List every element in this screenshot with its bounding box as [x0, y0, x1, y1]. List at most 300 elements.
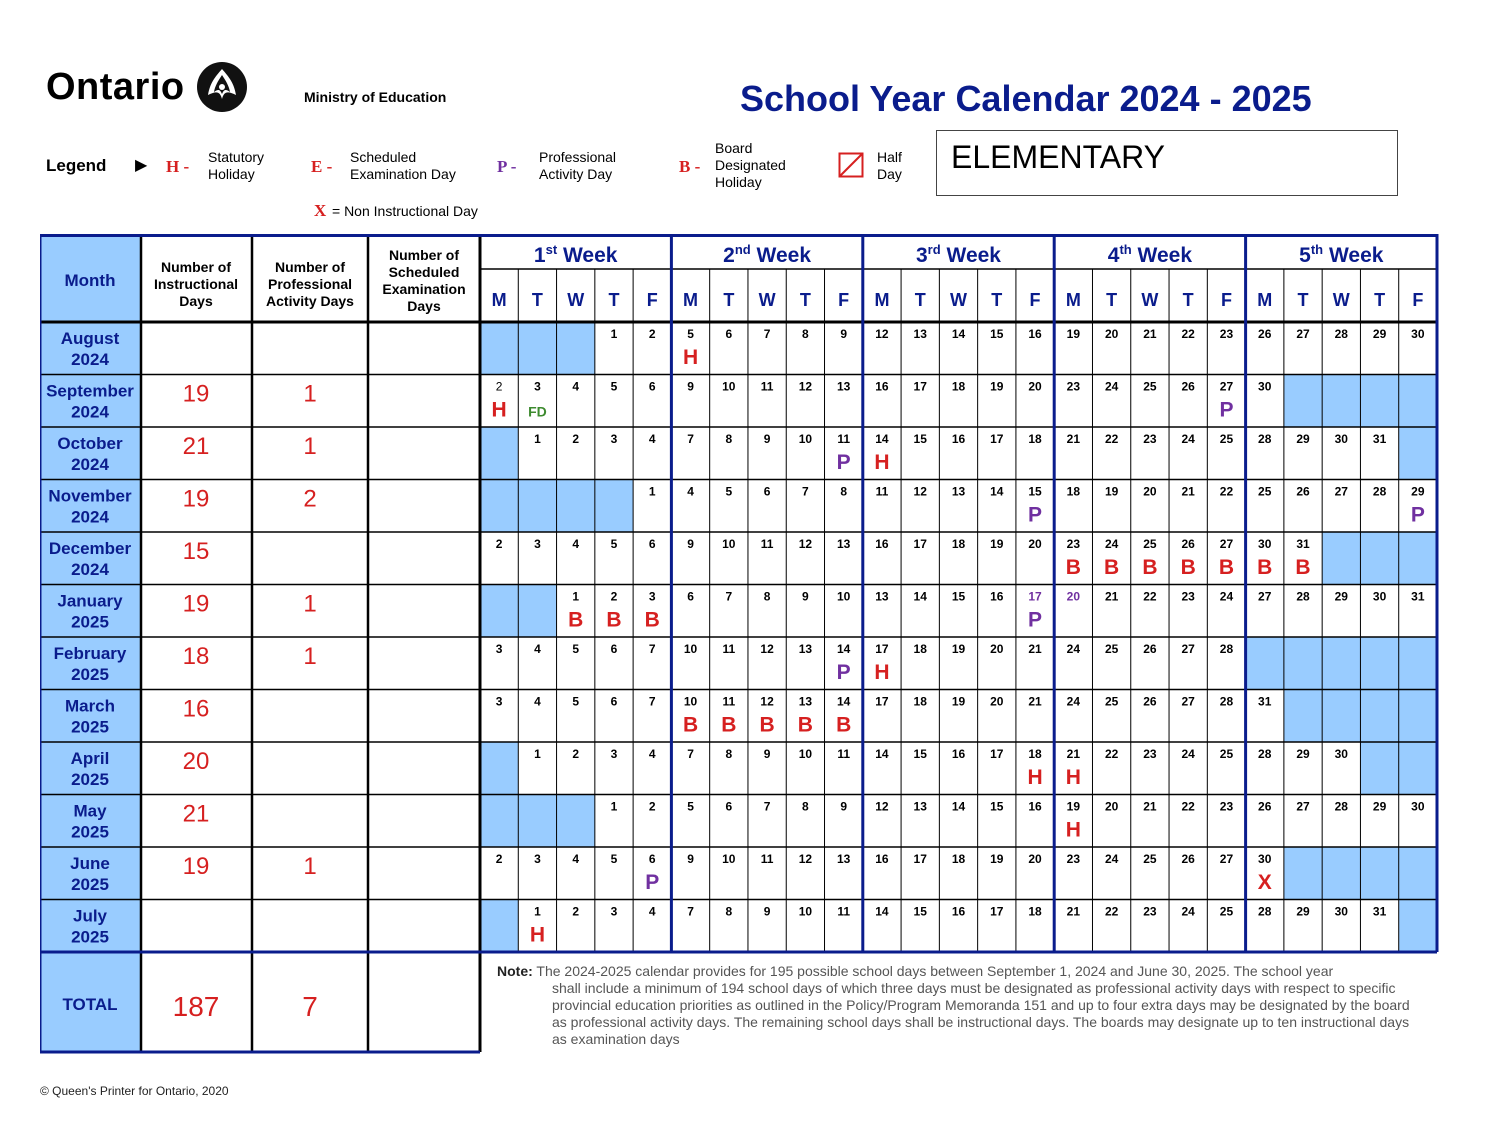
day-number: 22 [1219, 484, 1234, 499]
professional-days-header: Activity Days [266, 293, 354, 309]
day-number: 1 [610, 799, 618, 814]
month-year: 2025 [71, 875, 109, 894]
professional-days-value: 1 [303, 590, 317, 618]
day-number: 27 [1181, 694, 1195, 709]
blank-day-cell [1360, 742, 1398, 795]
day-number: 6 [610, 642, 618, 656]
day-number: 27 [1219, 852, 1234, 866]
blank-day-cell [480, 480, 518, 533]
exam-days-header: Days [407, 298, 441, 314]
day-number: 13 [836, 537, 851, 551]
day-number: 28 [1334, 327, 1348, 341]
day-mark-b: B [1065, 556, 1081, 579]
day-mark-b: B [797, 713, 813, 737]
day-number: 3 [534, 852, 541, 866]
day-number: 18 [951, 852, 966, 866]
day-letter: F [646, 290, 658, 310]
ministry-label: Ministry of Education [304, 89, 447, 105]
day-number: 18 [951, 379, 966, 394]
blank-day-cell [1322, 847, 1360, 900]
day-number: 21 [1143, 327, 1157, 341]
day-number: 19 [990, 537, 1004, 551]
day-mark-b: B [682, 713, 699, 737]
day-number: 8 [840, 484, 848, 499]
day-number: 16 [875, 379, 889, 394]
blank-day-cell [480, 322, 518, 375]
blank-day-cell [1399, 637, 1437, 690]
day-number: 5 [610, 537, 618, 551]
day-number: 7 [802, 484, 809, 499]
instructional-days-value: 21 [182, 433, 210, 460]
day-number: 6 [687, 589, 694, 604]
day-number: 25 [1219, 432, 1234, 446]
day-number: 20 [1143, 484, 1157, 499]
day-number: 12 [798, 852, 813, 866]
instructional-days-value: 20 [182, 748, 210, 775]
blank-day-cell [1360, 637, 1398, 690]
day-number: 21 [1104, 589, 1119, 604]
day-number: 3 [495, 694, 503, 709]
day-number: 17 [875, 642, 889, 656]
day-number: 12 [798, 537, 813, 551]
day-number: 31 [1296, 537, 1310, 551]
day-mark-fd: FD [528, 403, 547, 420]
month-year: 2025 [71, 822, 109, 842]
day-number: 17 [913, 537, 927, 551]
day-number: 5 [572, 642, 580, 656]
day-number: 6 [648, 379, 656, 394]
day-letter: T [1374, 290, 1386, 310]
day-mark-b: B [1180, 556, 1196, 579]
day-number: 31 [1372, 904, 1387, 919]
day-number: 14 [875, 747, 889, 761]
total-label: TOTAL [62, 995, 118, 1014]
month-name: March [64, 696, 116, 716]
day-number: 27 [1181, 642, 1195, 656]
legend-half-text: Half Day [877, 149, 902, 182]
month-name: January [57, 591, 123, 611]
day-number: 30 [1334, 747, 1348, 761]
copyright: © Queen's Printer for Ontario, 2020 [40, 1084, 229, 1098]
day-number: 8 [725, 747, 733, 761]
day-number: 30 [1334, 432, 1348, 446]
day-number: 9 [763, 432, 771, 446]
day-number: 20 [1028, 379, 1042, 394]
day-number: 6 [648, 852, 656, 866]
note-text-first: The 2024-2025 calendar provides for 195 possible school days between September 1, 2024 and June 30, 2025. The school year [536, 963, 1334, 979]
day-mark-b: B [1257, 556, 1273, 579]
week-header-4: 4th Week [1107, 242, 1193, 267]
day-mark-p: P [1028, 503, 1043, 527]
day-number: 24 [1181, 747, 1195, 761]
day-number: 2 [495, 537, 503, 551]
day-number: 24 [1219, 589, 1234, 604]
day-number: 27 [1219, 537, 1234, 551]
day-number: 15 [1028, 484, 1042, 499]
day-number: 9 [802, 589, 809, 604]
day-number: 23 [1143, 747, 1157, 761]
day-number: 4 [534, 642, 541, 656]
day-number: 17 [990, 432, 1004, 446]
professional-days-value: 1 [303, 380, 317, 408]
day-letter: F [1412, 290, 1424, 310]
day-number: 23 [1066, 852, 1081, 866]
day-number: 31 [1372, 432, 1387, 446]
day-number: 4 [572, 379, 580, 394]
day-mark-p: P [1028, 608, 1043, 632]
day-number: 8 [763, 589, 771, 604]
day-number: 6 [648, 537, 656, 551]
day-letter: M [1257, 290, 1273, 310]
day-number: 12 [760, 642, 774, 656]
page-title: School Year Calendar 2024 - 2025 [740, 78, 1312, 119]
instructional-days-value: 15 [182, 538, 210, 565]
day-number: 27 [1296, 799, 1310, 814]
day-number: 30 [1411, 799, 1425, 814]
day-letter: W [1332, 290, 1350, 310]
blank-day-cell [1399, 847, 1437, 900]
day-number: 16 [875, 537, 889, 551]
day-number: 28 [1258, 747, 1272, 761]
day-number: 20 [1066, 589, 1081, 604]
day-number: 17 [990, 747, 1004, 761]
day-number: 11 [722, 694, 736, 709]
month-year: 2024 [71, 455, 109, 474]
blank-day-cell [480, 795, 518, 848]
day-number: 16 [951, 432, 966, 446]
day-number: 21 [1143, 799, 1157, 814]
day-number: 6 [763, 484, 771, 499]
blank-day-cell [1246, 637, 1284, 690]
legend-p-text: Professional Activity Day [539, 149, 617, 182]
day-number: 19 [990, 852, 1004, 866]
day-number: 13 [913, 799, 927, 814]
day-number: 7 [763, 799, 771, 814]
day-number: 28 [1258, 904, 1272, 919]
day-number: 17 [913, 379, 927, 394]
day-number: 7 [725, 589, 733, 604]
day-number: 23 [1143, 904, 1157, 919]
legend-code-h: H - [166, 157, 190, 176]
day-number: 26 [1181, 537, 1195, 551]
day-mark-x: X [1257, 871, 1272, 894]
day-number: 2 [572, 432, 580, 446]
day-number: 26 [1143, 694, 1157, 709]
day-number: 16 [951, 747, 966, 761]
day-letter: M [1065, 290, 1081, 310]
day-number: 1 [534, 747, 541, 761]
day-number: 3 [495, 642, 503, 656]
month-year: 2025 [71, 665, 109, 684]
school-level-box: ELEMENTARY [936, 130, 1398, 196]
legend-code-p: P - [497, 157, 517, 176]
day-number: 2 [648, 799, 656, 814]
day-number: 15 [990, 799, 1004, 814]
day-number: 4 [572, 537, 580, 551]
blank-day-cell [480, 585, 518, 638]
day-number: 22 [1181, 799, 1195, 814]
day-number: 5 [687, 799, 694, 814]
day-mark-h: H [1065, 766, 1081, 789]
day-letter: T [914, 290, 926, 310]
blank-day-cell [1284, 847, 1322, 900]
day-number: 11 [722, 642, 736, 656]
day-number: 27 [1334, 484, 1348, 499]
day-number: 31 [1258, 694, 1272, 709]
day-number: 5 [687, 327, 694, 341]
day-number: 23 [1219, 327, 1234, 341]
day-number: 8 [802, 799, 809, 814]
day-number: 1 [534, 432, 541, 446]
instructional-days-value: 19 [182, 853, 210, 880]
blank-day-cell [480, 900, 518, 953]
legend-b-text: Board Designated Holiday [715, 140, 786, 190]
blank-day-cell [518, 795, 556, 848]
blank-day-cell [1360, 532, 1398, 585]
day-number: 3 [610, 432, 618, 446]
day-number: 18 [951, 537, 966, 551]
day-number: 14 [951, 327, 966, 341]
day-number: 26 [1181, 852, 1195, 866]
day-mark-b: B [1142, 556, 1158, 579]
month-year: 2024 [71, 560, 109, 579]
day-number: 1 [572, 589, 580, 604]
month-name: November [48, 486, 132, 506]
day-number: 21 [1066, 432, 1081, 446]
day-mark-b: B [1218, 556, 1235, 579]
week-header-5: 5th Week [1299, 242, 1384, 267]
month-year: 2025 [71, 927, 109, 947]
professional-days-header: Number of [275, 259, 345, 275]
day-number: 19 [1066, 799, 1081, 814]
day-number: 9 [840, 799, 848, 814]
day-number: 7 [687, 432, 694, 446]
day-number: 18 [1066, 484, 1081, 499]
month-year: 2024 [71, 350, 109, 369]
day-number: 29 [1296, 747, 1310, 761]
day-number: 8 [725, 432, 733, 446]
day-mark-h: H [491, 398, 507, 422]
day-number: 15 [951, 589, 966, 604]
day-number: 14 [875, 904, 889, 919]
day-mark-b: B [836, 713, 852, 737]
day-number: 14 [990, 484, 1004, 499]
blank-day-cell [480, 742, 518, 795]
day-number: 12 [798, 379, 813, 394]
professional-days-value: 1 [303, 853, 317, 880]
day-number: 31 [1411, 589, 1425, 604]
day-number: 3 [610, 904, 618, 919]
day-number: 2 [610, 589, 618, 604]
day-number: 9 [840, 327, 848, 341]
day-number: 13 [836, 852, 851, 866]
day-number: 19 [990, 379, 1004, 394]
instructional-days-header: Number of [161, 259, 231, 275]
day-number: 30 [1372, 589, 1387, 604]
day-letter: T [1106, 290, 1118, 310]
day-number: 24 [1066, 642, 1081, 656]
blank-day-cell [1399, 690, 1437, 743]
day-number: 13 [798, 694, 813, 709]
day-number: 20 [990, 694, 1004, 709]
day-number: 10 [798, 747, 813, 761]
instructional-days-value: 16 [182, 695, 210, 723]
blank-day-cell [1322, 375, 1360, 428]
day-number: 25 [1219, 747, 1234, 761]
legend-h-text: Statutory Holiday [208, 149, 265, 182]
day-number: 23 [1066, 537, 1081, 551]
blank-day-cell [1360, 690, 1398, 743]
blank-day-cell [557, 322, 595, 375]
day-number: 23 [1219, 799, 1234, 814]
month-header: Month [64, 271, 116, 290]
day-mark-b: B [1295, 556, 1311, 579]
day-number: 4 [648, 904, 656, 919]
day-number: 8 [725, 904, 733, 919]
instructional-days-value: 19 [182, 485, 210, 513]
day-number: 16 [990, 589, 1004, 604]
day-letter: T [991, 290, 1003, 310]
month-name: May [73, 801, 107, 821]
instructional-days-header: Days [179, 293, 213, 309]
month-name: December [48, 539, 132, 558]
total-instructional: 187 [172, 991, 220, 1022]
day-number: 22 [1143, 589, 1157, 604]
day-number: 13 [798, 642, 813, 656]
day-letter: M [683, 290, 699, 310]
day-number: 19 [951, 642, 966, 656]
day-mark-b: B [721, 713, 737, 737]
day-number: 10 [683, 642, 698, 656]
day-number: 16 [875, 852, 889, 866]
blank-day-cell [1399, 375, 1437, 428]
day-number: 30 [1258, 379, 1272, 394]
day-mark-b: B [759, 713, 775, 737]
note-block [497, 963, 1412, 1048]
day-number: 25 [1143, 537, 1157, 551]
day-number: 17 [913, 852, 927, 866]
day-mark-p: P [836, 451, 851, 474]
day-number: 10 [836, 589, 851, 604]
month-year: 2025 [71, 770, 109, 789]
day-number: 4 [534, 694, 541, 709]
day-number: 20 [1104, 327, 1119, 341]
day-number: 4 [648, 432, 656, 446]
day-number: 18 [1028, 432, 1042, 446]
day-number: 2 [495, 379, 503, 394]
legend-arrow-icon: ▶ [135, 157, 148, 174]
day-number: 13 [836, 379, 851, 394]
day-number: 24 [1104, 379, 1119, 394]
day-number: 25 [1143, 379, 1157, 394]
exam-days-header: Examination [382, 281, 466, 297]
day-number: 12 [913, 484, 927, 499]
day-number: 9 [687, 537, 694, 551]
day-number: 13 [951, 484, 966, 499]
professional-days-header: Professional [267, 276, 353, 292]
day-letter: T [531, 290, 543, 310]
day-number: 5 [572, 694, 580, 709]
blank-day-cell [1322, 532, 1360, 585]
day-number: 9 [687, 852, 694, 866]
day-number: 21 [1181, 484, 1195, 499]
blank-day-cell [1360, 375, 1398, 428]
day-number: 27 [1258, 589, 1272, 604]
day-number: 1 [648, 484, 656, 499]
day-number: 14 [836, 642, 851, 656]
day-number: 22 [1181, 327, 1195, 341]
day-number: 28 [1219, 642, 1234, 656]
day-letter: F [838, 290, 850, 310]
day-number: 20 [1104, 799, 1119, 814]
day-number: 18 [1028, 747, 1042, 761]
day-mark-h: H [1027, 766, 1043, 789]
note-label: Note: [497, 963, 533, 979]
legend-code-x: X [314, 201, 327, 220]
day-number: 19 [1066, 327, 1081, 341]
day-number: 26 [1296, 484, 1310, 499]
day-number: 16 [951, 904, 966, 919]
day-number: 26 [1258, 799, 1272, 814]
day-number: 28 [1219, 694, 1234, 709]
day-mark-p: P [645, 871, 660, 894]
day-letter: M [491, 290, 507, 310]
day-number: 24 [1181, 432, 1195, 446]
day-number: 12 [760, 694, 774, 709]
blank-day-cell [518, 480, 556, 533]
day-number: 2 [648, 327, 656, 341]
blank-day-cell [1322, 690, 1360, 743]
day-number: 3 [534, 379, 541, 394]
day-number: 13 [913, 327, 927, 341]
day-number: 30 [1258, 537, 1272, 551]
day-number: 16 [1028, 327, 1042, 341]
day-number: 7 [763, 327, 771, 341]
day-number: 25 [1258, 484, 1272, 499]
day-number: 20 [1028, 852, 1042, 866]
day-number: 3 [648, 589, 656, 604]
total-professional: 7 [302, 991, 318, 1022]
month-name: September [46, 381, 134, 401]
day-number: 5 [610, 852, 618, 866]
day-mark-p: P [836, 661, 851, 684]
day-number: 11 [837, 747, 851, 761]
blank-day-cell [1399, 900, 1437, 953]
day-letter: W [567, 290, 585, 310]
month-year: 2025 [71, 717, 109, 737]
blank-day-cell [1284, 637, 1322, 690]
day-letter: T [799, 290, 811, 310]
day-number: 30 [1411, 327, 1425, 341]
day-number: 12 [875, 799, 889, 814]
day-number: 25 [1104, 694, 1119, 709]
day-letter: W [950, 290, 967, 310]
day-number: 7 [648, 642, 656, 656]
day-number: 20 [1028, 537, 1042, 551]
day-number: 14 [913, 589, 927, 604]
professional-days-value: 1 [303, 643, 317, 670]
day-number: 23 [1143, 432, 1157, 446]
day-number: 27 [1219, 379, 1234, 394]
day-number: 14 [836, 694, 851, 709]
day-number: 12 [875, 327, 889, 341]
day-number: 4 [648, 747, 656, 761]
day-number: 24 [1181, 904, 1195, 919]
day-number: 22 [1104, 904, 1119, 919]
day-number: 8 [802, 327, 809, 341]
blank-day-cell [557, 795, 595, 848]
day-number: 7 [687, 747, 694, 761]
